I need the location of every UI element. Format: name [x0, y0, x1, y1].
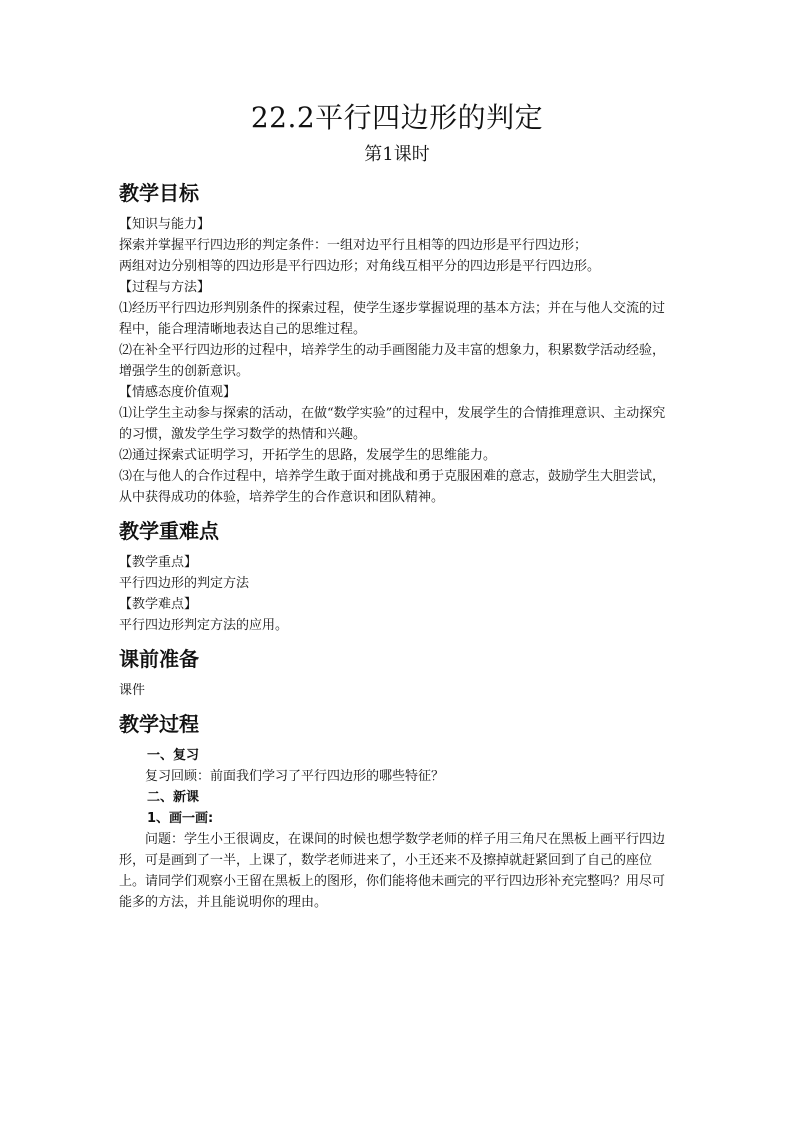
page-subtitle: 第1课时: [364, 144, 430, 165]
subheading-new-lesson: 二、新课: [147, 790, 200, 805]
page-title: 22.2平行四边形的判定: [250, 101, 544, 134]
preparation-text: 课件: [119, 683, 146, 698]
emotion-item-2: ⑵通过探索式证明学习，开拓学生的思路，发展学生的思维能力。: [119, 448, 497, 463]
draw-problem-text: 问题：学生小王很调皮，在课间的时候也想学数学老师的样子用三角尺在黑板上画平行四边形，可是画到了一半，上课了，数学老师进来了，小王还来不及擦掉就赶紧回到了自己的座位上。请同学们观察小王留在黑板上的图形，你们能将他未画完的平行四边形补充完整吗？用尽可能多的方法，并且能说明你的理由。: [119, 832, 666, 910]
section-heading-preparation: 课前准备: [119, 647, 199, 671]
teaching-key-text: 平行四边形的判定方法: [119, 576, 250, 591]
subheading-review: 一、复习: [147, 748, 200, 763]
process-method-item-2: ⑵在补全平行四边形的过程中，培养学生的动手画图能力及丰富的想象力，积累数学活动经验，增强学生的创新意识。: [119, 343, 666, 379]
label-process-method: 【过程与方法】: [119, 280, 211, 295]
label-emotion-values: 【情感态度价值观】: [119, 385, 237, 400]
emotion-item-1: ⑴让学生主动参与探索的活动，在做“数学实验”的过程中，发展学生的合情推理意识、主动探究的习惯，激发学生学习数学的热情和兴趣。: [119, 406, 666, 442]
document-content: [119, 98, 675, 913]
label-knowledge: 【知识与能力】: [119, 217, 211, 232]
section-heading-teaching-goals: 教学目标: [119, 181, 199, 205]
process-method-item-1: ⑴经历平行四边形判别条件的探索过程，使学生逐步掌握说理的基本方法；并在与他人交流的过程中，能合理清晰地表达自己的思维过程。: [119, 301, 666, 337]
teaching-difficulty-text: 平行四边形判定方法的应用。: [119, 618, 289, 633]
label-teaching-difficulty: 【教学难点】: [119, 597, 198, 612]
review-text: 复习回顾：前面我们学习了平行四边形的哪些特征？: [145, 769, 445, 784]
emotion-item-3: ⑶在与他人的合作过程中，培养学生敢于面对挑战和勇于克服困难的意志，鼓励学生大胆尝试，从中获得成功的体验，培养学生的合作意识和团队精神。: [119, 469, 666, 505]
section-heading-key-difficulty: 教学重难点: [119, 519, 219, 543]
knowledge-line-1: 探索并掌握平行四边形的判定条件：一组对边平行且相等的四边形是平行四边形；: [119, 238, 588, 253]
knowledge-line-2: 两组对边分别相等的四边形是平行四边形；对角线互相平分的四边形是平行四边形。: [119, 259, 601, 274]
label-teaching-key: 【教学重点】: [119, 555, 198, 570]
subheading-draw: 1、画一画:: [147, 811, 214, 826]
section-heading-teaching-process: 教学过程: [119, 712, 199, 736]
